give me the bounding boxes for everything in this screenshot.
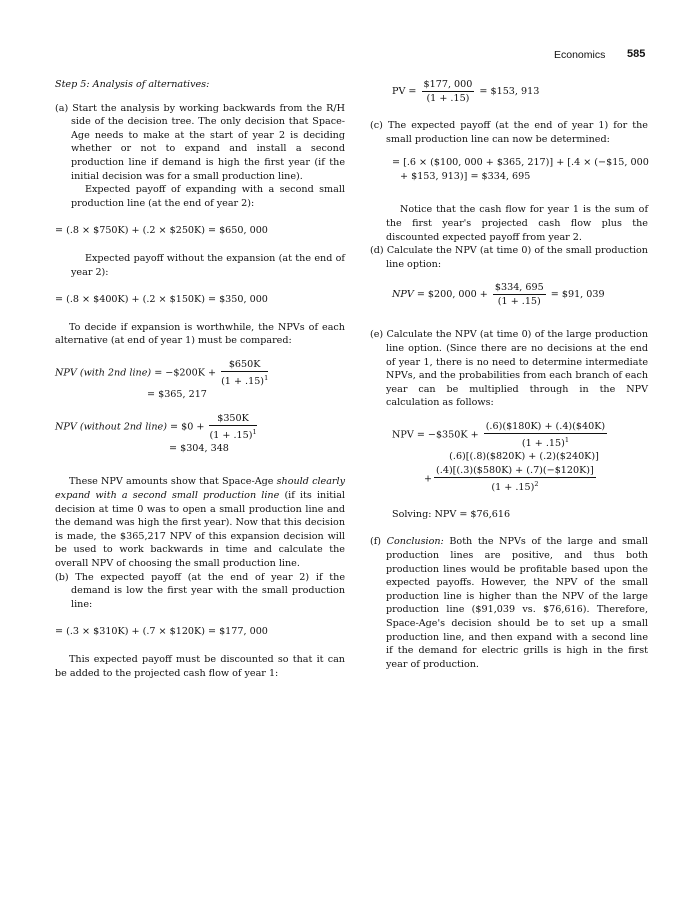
npv-small-equation: NPV = $200, 000 + $\frac{\$334, 695}{(1 + .15)}$ = $91, 039 — [392, 282, 605, 308]
page-number: 585 — [627, 48, 646, 60]
eq-noexpand: = (.8 × $400K) + (.2 × $150K) = $350, 000 — [55, 294, 268, 306]
npv-large-line2: (.6)[(.8)($820K) + (.2)($240K)] — [449, 451, 599, 463]
item-a: (a) Start the analysis by working backwards from the R/H side of the decision tree. The only decision that Space-Age needs to make at the start of year 2 is deciding whether or not to expand and install a second production line if demand is high the first year (if the initial decision was for a small production line). — [55, 102, 345, 182]
npv-large-line3: + $\frac{(.4)[(.3)(\$580K) + (.7)(-\$120K)]}{(1 + .15)^2}$ — [424, 464, 594, 493]
npv-without-fraction: $\frac{\$350K}{(1 + .15)^1}$ — [209, 412, 257, 441]
npv-without-result: = $304, 348 — [169, 442, 229, 454]
npv-without-equation: NPV (without 2nd line) = $0 + $\frac{\$350K}{(1 + .15)^1}$ — [55, 412, 257, 441]
item-d: (d) Calculate the NPV (at time 0) of the small production line option: — [370, 245, 648, 270]
eq-expand: = (.8 × $750K) + (.2 × $250K) = $650, 000 — [55, 225, 268, 237]
conclusion-a: These NPV amounts show that Space-Age should clearly expand with a second small production line (if its initial decision at time 0 was to open a small production line and the demand was high the first year). Now that this decision is made, the $365,217 NPV of this expansion decision will be used to work backwards in time and calculate the overall NPV of choosing the small production line. — [55, 476, 345, 570]
npv-large-line1: NPV = −$350K + $\frac{(.6)(\$180K) + (.4)(\$40K)}{(1 + .15)^1}$ — [392, 420, 606, 450]
eq-b: = (.3 × $310K) + (.7 × $120K) = $177, 000 — [55, 626, 268, 638]
running-header-section: Economics — [554, 49, 606, 61]
npv-with-fraction: $\frac{\$650K}{(1 + .15)^1}$ — [221, 358, 269, 388]
npv-large-fraction2: $\frac{(.4)[(.3)(\$580K) + (.7)(-\$120K)]}{(1 + .15)^2}$ — [436, 464, 594, 493]
npv-large-fraction1: $\frac{(.6)(\$180K) + (.4)(\$40K)}{(1 + .15)^1}$ — [485, 420, 606, 450]
b-discount-text: This expected payoff must be discounted so that it can be added to the projected cash flow of year 1: — [55, 654, 345, 679]
right-column — [370, 78, 648, 671]
npv-large-solution: Solving: NPV = $76,616 — [392, 508, 511, 520]
compare-text: To decide if expansion is worthwhile, the NPVs of each alternative (at end of year 1) must be compared: — [55, 321, 345, 347]
step-title: Step 5: Analysis of alternatives: — [55, 79, 210, 90]
item-f: (f) Conclusion: Both the NPVs of the large and small production lines are positive, and thus both production lines would be profitable based upon the expected payoffs. However, the NPV of the small production line is higher than the NPV of the large production line ($91,039 vs. $76,616). Therefore, Space-Age's decision should be to set up a small production line, and then expand with a second line if the demand for electric grills is high in the first year of production. — [370, 536, 648, 670]
notice-text: Notice that the cash flow for year 1 is the sum of the first year's projected cash flow plus the discounted expected payoff from year 2. — [386, 204, 648, 243]
item-c: (c) The expected payoff (at the end of year 1) for the small production line can now be determined: — [370, 120, 648, 145]
expand-intro: Expected payoff of expanding with a second small production line (at the end of year 2): — [71, 184, 345, 209]
eq-c-line2: + $153, 913)] = $334, 695 — [400, 170, 531, 182]
item-e: (e) Calculate the NPV (at time 0) of the large production line option. (Since there are no decisions at the end of year 1, there is no need to determine intermediate NPVs, and the probabilities from each branch of each year can be multiplied through in the NPV calculation as follows: — [370, 329, 648, 409]
eq-c-line1: = [.6 × ($100, 000 + $365, 217)] + [.4 × (−$15, 000 — [392, 157, 649, 169]
item-b: (b) The expected payoff (at the end of year 2) if the demand is low the first year with the small production line: — [55, 571, 345, 610]
npv-with-equation: NPV (with 2nd line) = −$200K + $\frac{\$650K}{(1 + .15)^1}$ — [55, 358, 269, 388]
pv-equation: PV = $\frac{\$177, 000}{(1 + .15)}$ = $153, 913 — [392, 79, 540, 104]
pv-fraction: $\frac{\$177, 000}{(1 + .15)}$ — [423, 79, 473, 104]
left-column — [55, 78, 345, 680]
noexpand-intro: Expected payoff without the expansion (at the end of year 2): — [71, 252, 345, 278]
npv-small-fraction: $\frac{\$334, 695}{(1 + .15)}$ — [494, 282, 544, 308]
npv-with-result: = $365, 217 — [147, 389, 207, 401]
